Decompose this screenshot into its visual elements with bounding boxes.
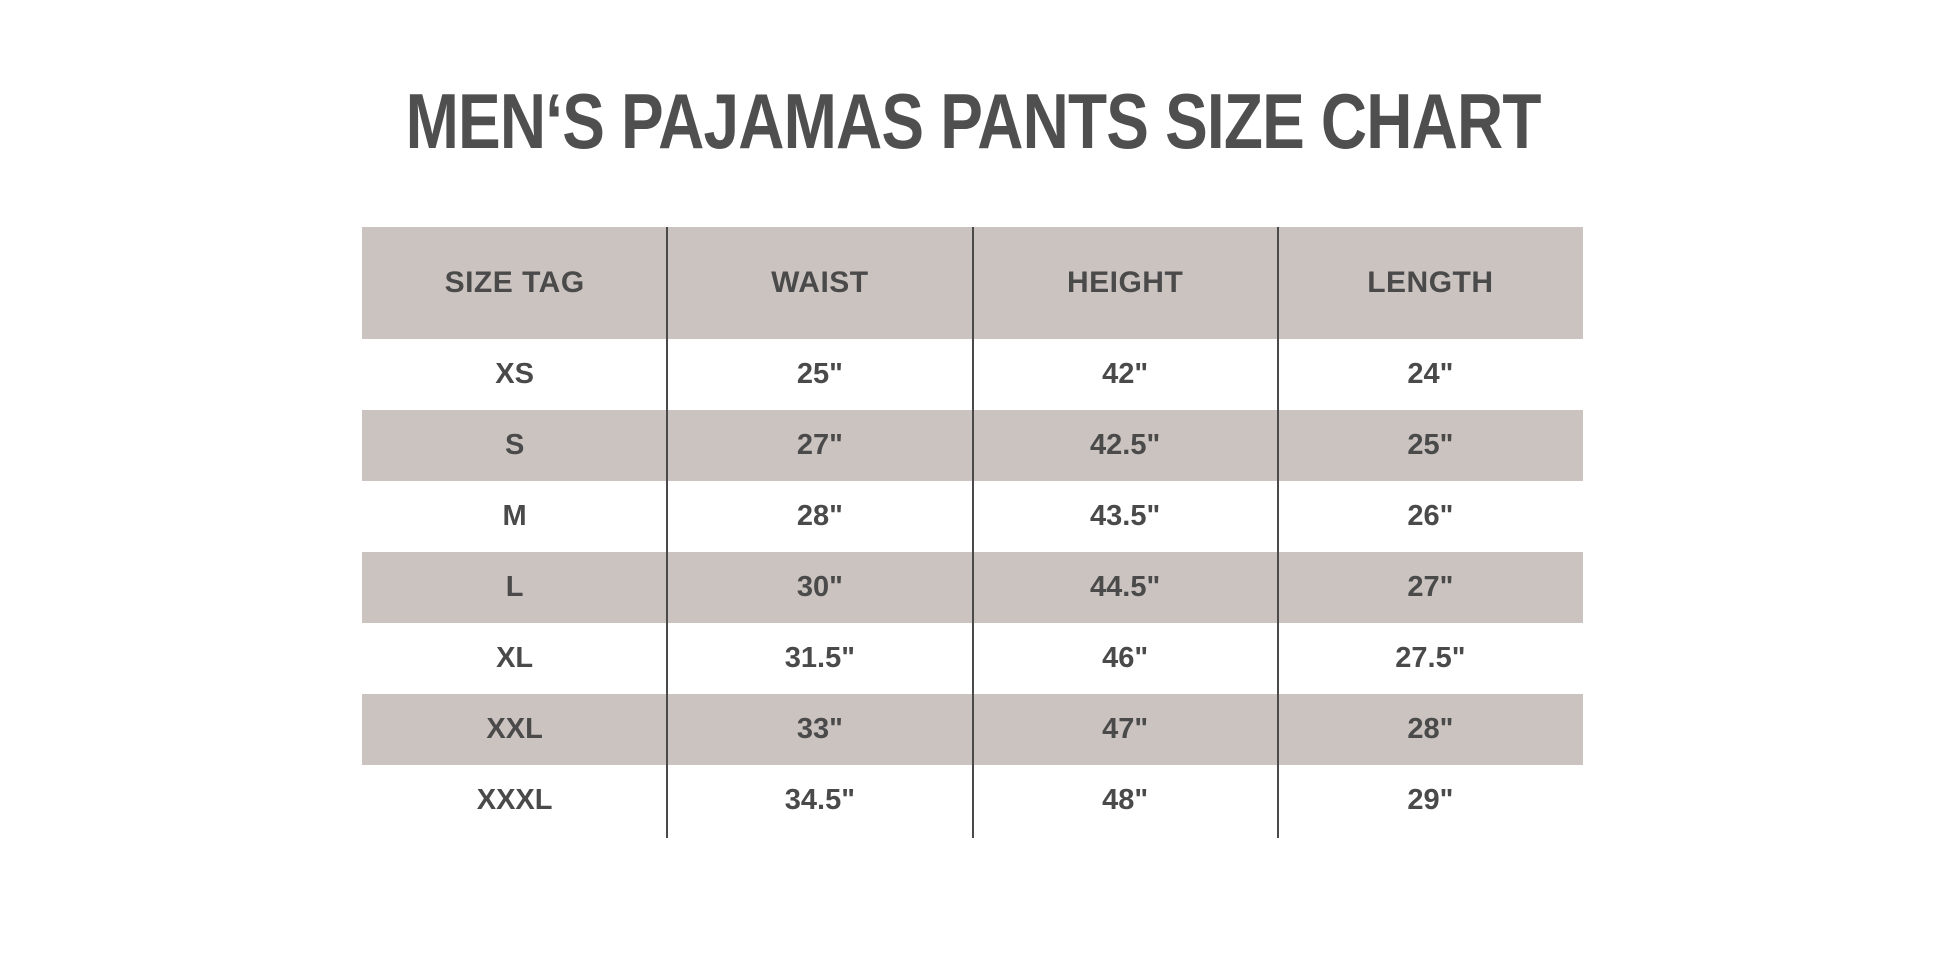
size-chart-table bbox=[362, 227, 1583, 836]
size-tag-cell: L bbox=[505, 571, 524, 603]
column-header-length: LENGTH bbox=[1367, 266, 1494, 299]
height-cell: 48" bbox=[1102, 784, 1149, 816]
waist-cell: 34.5" bbox=[784, 784, 855, 816]
height-cell: 47" bbox=[1102, 713, 1149, 745]
height-cell: 42.5" bbox=[1090, 429, 1161, 461]
length-cell: 27" bbox=[1407, 571, 1454, 603]
size-tag-cell: S bbox=[504, 429, 525, 461]
height-cell: 42" bbox=[1102, 358, 1149, 390]
length-cell: 25" bbox=[1407, 429, 1454, 461]
size-tag-cell: XS bbox=[495, 358, 534, 390]
length-cell: 26" bbox=[1407, 500, 1454, 532]
column-divider-1 bbox=[666, 227, 668, 838]
size-tag-cell: M bbox=[502, 500, 527, 532]
column-header-waist: WAIST bbox=[771, 266, 869, 299]
height-cell: 44.5" bbox=[1090, 571, 1161, 603]
waist-cell: 25" bbox=[796, 358, 843, 390]
column-header-size-tag: SIZE TAG bbox=[444, 266, 585, 299]
waist-cell: 28" bbox=[796, 500, 843, 532]
length-cell: 27.5" bbox=[1395, 642, 1466, 674]
waist-cell: 30" bbox=[796, 571, 843, 603]
column-divider-3 bbox=[1277, 227, 1279, 838]
height-cell: 46" bbox=[1102, 642, 1149, 674]
page-title bbox=[0, 77, 1946, 165]
size-tag-cell: XL bbox=[496, 642, 534, 674]
length-cell: 28" bbox=[1407, 713, 1454, 745]
column-header-height: HEIGHT bbox=[1066, 266, 1184, 299]
waist-cell: 27" bbox=[796, 429, 843, 461]
size-tag-cell: XXXL bbox=[476, 784, 553, 816]
height-cell: 43.5" bbox=[1090, 500, 1161, 532]
column-divider-2 bbox=[972, 227, 974, 838]
length-cell: 29" bbox=[1407, 784, 1454, 816]
waist-cell: 31.5" bbox=[784, 642, 855, 674]
waist-cell: 33" bbox=[796, 713, 843, 745]
size-tag-cell: XXL bbox=[486, 713, 543, 745]
page-title-text: MEN‘S PAJAMAS PANTS SIZE CHART bbox=[405, 77, 1541, 165]
length-cell: 24" bbox=[1407, 358, 1454, 390]
